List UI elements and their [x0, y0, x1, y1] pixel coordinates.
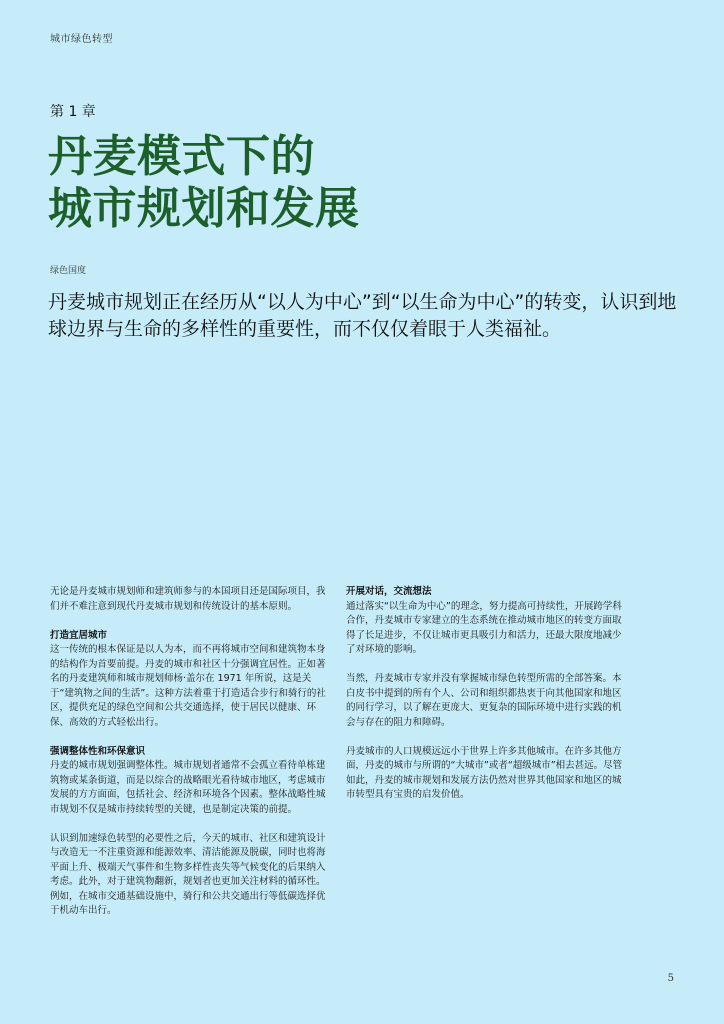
author-credit: 绿色国度	[50, 266, 87, 276]
lead-paragraph: 丹麦城市规划正在经历从“以人为中心”到“以生命为中心”的转变，认识到地球边界与生命的多样性的重要性，而不仅仅着眼于人类福祉。	[48, 291, 677, 340]
section-paragraph-holistic: 丹麦的城市规划强调整体性。城市规划者通常不会孤立看待单栋建筑物或某条街道，而是以综合的战略眼光看待城市地区，考虑城市发展的方方面面，包括社会、经济和环境各个因素。整体战略性城市规划不仅是城市持续转型的关键，也是制定决策的前提。	[50, 760, 326, 815]
section-heading-holistic: 强调整体性和环保意识	[50, 745, 146, 757]
page-number: 5	[667, 973, 674, 984]
section-paragraph-green-transition: 认识到加速绿色转型的必要性之后，今天的城市、社区和建筑设计与改造无一不注重资源和能源效率、清洁能源及脱碳，同时也将海平面上升、极端天气事件和生物多样性丧失等气候变化的后果纳入考虑。此外，对于建筑物翻新，规划者也更加关注材料的循环性。例如，在城市交通基础设施中，骑行和公共交通出行等低碳选择优于机动车出行。	[50, 832, 326, 916]
intro-paragraph: 无论是丹麦城市规划师和建筑师参与的本国项目还是国际项目，我们并不难注意到现代丹麦城市规划和传统设计的基本原则。	[50, 586, 326, 612]
section-heading-livable-city: 打造宜居城市	[50, 629, 108, 641]
chapter-label: 第 1 章	[50, 104, 96, 120]
left-text-column	[50, 585, 332, 933]
running-header: 城市绿色转型	[50, 34, 113, 45]
chapter-title-line-2: 城市规划和发展	[48, 183, 360, 234]
section-paragraph-answers: 当然，丹麦城市专家并没有掌握城市绿色转型所需的全部答案。本白皮书中提到的所有个人、公司和组织都热衷于向其他国家和地区的同行学习，以了解在更庞大、更复杂的国际环境中进行实践的机会与存在的阻力和障碍。	[346, 673, 622, 728]
section-heading-dialogue: 开展对话，交流想法	[346, 586, 432, 597]
chapter-title	[48, 131, 360, 235]
section-paragraph-dialogue: 通过落实“以生命为中心”的理念，努力提高可持续性，开展跨学科合作，丹麦城市专家建立的生态系统在推动城市地区的转变方面取得了长足进步，不仅让城市更具吸引力和活力，还最大限度地减少了对环境的影响。	[346, 600, 622, 655]
section-paragraph-population: 丹麦城市的人口规模远远小于世界上许多其他城市。在许多其他方面，丹麦的城市与所谓的“大城市”或者“超级城市”相去甚远。尽管如此，丹麦的城市规划和发展方法仍然对世界其他国家和地区的城市转型具有宝贵的启发价值。	[346, 745, 623, 800]
section-paragraph-livable-city: 这一传统的根本保证是以人为本，而不再将城市空间和建筑物本身的结构作为首要前提。丹麦的城市和社区十分强调宜居性。正如著名的丹麦建筑师和城市规划师杨·盖尔在 1971 年所说，这是关于“建筑物之间的生活”。这种方法着重于打造适合步行和骑行的社区，提供充足的绿色空间和公共交通选择，使于居民以健康、环保、高效的方式轻松出行。	[50, 644, 326, 728]
chapter-title-line-1: 丹麦模式下的	[48, 131, 315, 182]
right-text-column	[346, 585, 628, 817]
